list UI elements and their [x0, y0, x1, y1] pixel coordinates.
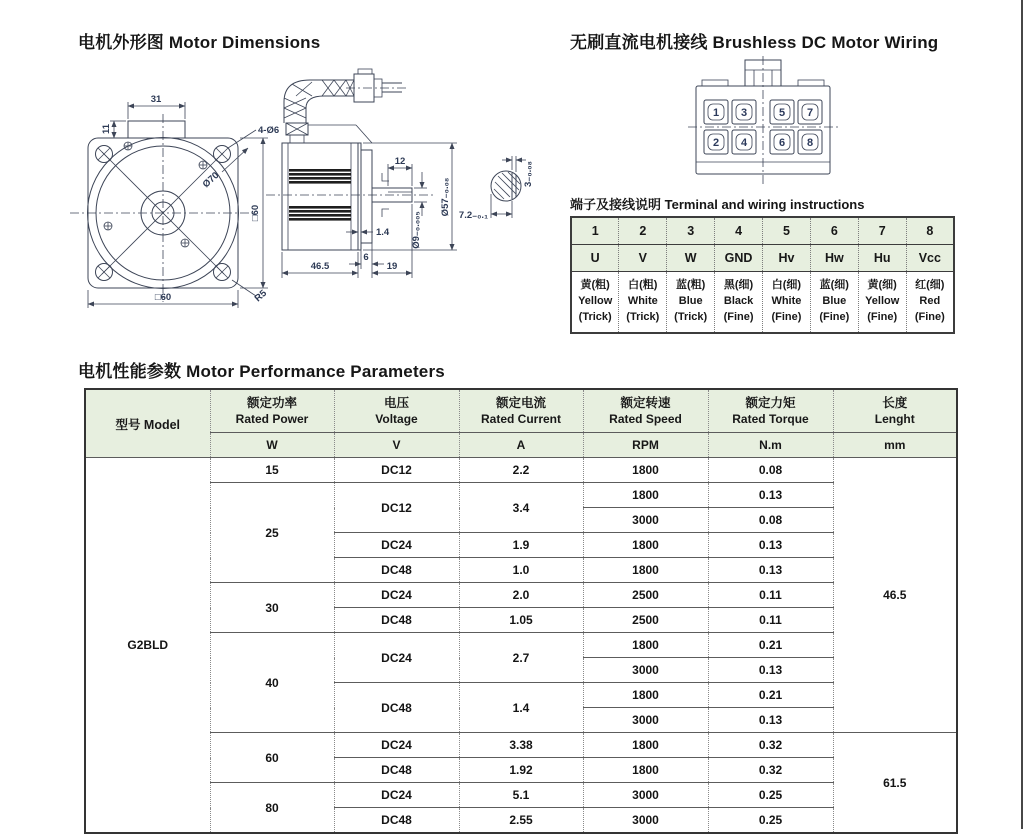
- cell-voltage: DC48: [334, 758, 459, 783]
- cell-length: 46.5: [833, 458, 957, 733]
- cell-current: 3.38: [459, 733, 583, 758]
- dim-label-width60: □60: [154, 292, 172, 303]
- pin-3: 3: [740, 107, 748, 119]
- dim-label-body-dia: Ø57₋₀.₀₈: [440, 177, 451, 217]
- dim-label-11: 11: [101, 123, 112, 135]
- cell-torque: 0.21: [708, 633, 833, 658]
- performance-table: [84, 388, 958, 834]
- cell-current: 1.4: [459, 683, 583, 733]
- wiring-pin-row: [571, 217, 954, 245]
- cell-power: 80: [210, 783, 334, 834]
- cell-power: 15: [210, 458, 334, 483]
- cell-voltage: DC24: [334, 633, 459, 683]
- wiring-pin: 6: [810, 217, 858, 245]
- cell-torque: 0.13: [708, 483, 833, 508]
- wiring-signal: Vcc: [906, 245, 954, 272]
- cell-power: 60: [210, 733, 334, 783]
- pin-8: 8: [806, 137, 814, 149]
- cell-speed: 1800: [583, 483, 708, 508]
- terminal-box: [128, 121, 185, 138]
- dim-label-flat-width: 7.2₋₀.₁: [458, 210, 488, 221]
- cell-power: 25: [210, 483, 334, 583]
- cell-current: 5.1: [459, 783, 583, 808]
- wiring-signal: W: [667, 245, 715, 272]
- cell-torque: 0.08: [708, 458, 833, 483]
- wiring-wire: 蓝(粗) Blue (Trick): [667, 272, 715, 334]
- cell-current: 3.4: [459, 483, 583, 533]
- pin-1: 1: [712, 107, 720, 119]
- unit-power: W: [210, 433, 334, 458]
- dim-label-plate: 1.4: [376, 227, 390, 238]
- wiring-wire: 蓝(细) Blue (Fine): [810, 272, 858, 334]
- cell-speed: 1800: [583, 733, 708, 758]
- wiring-wire: 黄(粗) Yellow (Trick): [571, 272, 619, 334]
- shaft-section-detail: [459, 156, 534, 221]
- cell-speed: 3000: [583, 808, 708, 834]
- cell-torque: 0.25: [708, 783, 833, 808]
- cell-torque: 0.08: [708, 508, 833, 533]
- cell-torque: 0.13: [708, 533, 833, 558]
- cell-voltage: DC12: [334, 483, 459, 533]
- motor-dimensions-drawing: [70, 66, 570, 318]
- unit-current: A: [459, 433, 583, 458]
- motor-dimensions-title: 电机外形图 Motor Dimensions: [78, 33, 321, 52]
- wiring-signal-row: [571, 245, 954, 272]
- cell-voltage: DC24: [334, 733, 459, 758]
- wiring-pin: 2: [619, 217, 667, 245]
- wiring-wire-row: [571, 272, 954, 334]
- model-header: 型号 Model: [85, 389, 210, 458]
- cell-speed: 1800: [583, 458, 708, 483]
- wiring-pin: 7: [858, 217, 906, 245]
- cell-speed: 3000: [583, 508, 708, 533]
- cell-current: 1.05: [459, 608, 583, 633]
- cell-current: 2.7: [459, 633, 583, 683]
- wiring-wire: 黄(细) Yellow (Fine): [858, 272, 906, 334]
- wiring-subtitle: 端子及接线说明 Terminal and wiring instructions: [570, 197, 865, 212]
- cell-speed: 1800: [583, 683, 708, 708]
- unit-speed: RPM: [583, 433, 708, 458]
- cell-speed: 1800: [583, 558, 708, 583]
- table-row: [85, 733, 957, 758]
- cell-voltage: DC24: [334, 583, 459, 608]
- cell-torque: 0.13: [708, 558, 833, 583]
- cell-voltage: DC24: [334, 783, 459, 808]
- wiring-signal: GND: [715, 245, 763, 272]
- col-header-power: 额定功率 Rated Power: [210, 389, 334, 433]
- cell-voltage: DC48: [334, 558, 459, 583]
- wiring-wire: 白(细) White (Fine): [763, 272, 811, 334]
- cell-torque: 0.13: [708, 658, 833, 683]
- cell-voltage: DC24: [334, 533, 459, 558]
- cable-connector: [346, 69, 408, 102]
- wiring-wire: 红(细) Red (Fine): [906, 272, 954, 334]
- cell-current: 1.92: [459, 758, 583, 783]
- pin-5: 5: [778, 107, 786, 119]
- cell-current: 1.9: [459, 533, 583, 558]
- connector-diagram: [688, 56, 838, 188]
- dim-label-31: 31: [150, 94, 162, 105]
- connector-body: [688, 56, 838, 186]
- cell-torque: 0.11: [708, 583, 833, 608]
- cell-power: 40: [210, 633, 334, 733]
- cell-speed: 3000: [583, 658, 708, 683]
- cell-length: 61.5: [833, 733, 957, 834]
- side-view: [266, 69, 457, 278]
- cell-model: G2BLD: [85, 458, 210, 834]
- table-row: [85, 483, 957, 508]
- cell-speed: 1800: [583, 633, 708, 658]
- header-row-units: [85, 433, 957, 458]
- screws: [104, 142, 207, 247]
- cell-voltage: DC48: [334, 808, 459, 834]
- unit-length: mm: [833, 433, 957, 458]
- wiring-pin: 5: [763, 217, 811, 245]
- col-header-speed: 额定转速 Rated Speed: [583, 389, 708, 433]
- wiring-pin: 4: [715, 217, 763, 245]
- dim-label-r5: R5: [252, 287, 270, 305]
- cell-current: 2.2: [459, 458, 583, 483]
- table-row: [85, 583, 957, 608]
- pin-2: 2: [712, 137, 720, 149]
- wiring-title: 无刷直流电机接线 Brushless DC Motor Wiring: [570, 33, 939, 52]
- col-header-length: 长度 Lenght: [833, 389, 957, 433]
- cell-speed: 1800: [583, 758, 708, 783]
- dim-label-hub: 6: [363, 252, 369, 263]
- pin-4: 4: [740, 137, 748, 149]
- cell-voltage: DC48: [334, 608, 459, 633]
- cell-speed: 3000: [583, 783, 708, 808]
- dim-label-12: 12: [394, 156, 406, 167]
- header-row-1: [85, 389, 957, 433]
- cell-torque: 0.25: [708, 808, 833, 834]
- dim-label-shaft-dia: Ø9₋₀.₀₀₅: [411, 211, 422, 249]
- table-row: [85, 783, 957, 808]
- wiring-pin: 1: [571, 217, 619, 245]
- performance-title: 电机性能参数 Motor Performance Parameters: [78, 362, 445, 381]
- wiring-wire: 白(粗) White (Trick): [619, 272, 667, 334]
- wiring-signal: Hu: [858, 245, 906, 272]
- dim-label-holes: 4-Ø6: [258, 125, 280, 136]
- dim-label-height60: □60: [250, 204, 261, 222]
- col-header-voltage: 电压 Voltage: [334, 389, 459, 433]
- front-view: [70, 94, 279, 308]
- cell-torque: 0.13: [708, 708, 833, 733]
- cable-gland: [286, 123, 372, 143]
- cell-torque: 0.32: [708, 758, 833, 783]
- wiring-table: [570, 216, 955, 334]
- cell-voltage: DC48: [334, 683, 459, 733]
- wiring-signal: V: [619, 245, 667, 272]
- cell-torque: 0.11: [708, 608, 833, 633]
- cell-speed: 1800: [583, 533, 708, 558]
- col-header-torque: 额定力矩 Rated Torque: [708, 389, 833, 433]
- wiring-signal: U: [571, 245, 619, 272]
- cell-current: 2.55: [459, 808, 583, 834]
- cell-speed: 3000: [583, 708, 708, 733]
- braided-cable: [284, 80, 354, 123]
- cell-voltage: DC12: [334, 458, 459, 483]
- table-row: [85, 633, 957, 658]
- dim-label-flat-depth: 3₋₀.₀₈: [523, 161, 534, 187]
- wiring-pin: 8: [906, 217, 954, 245]
- cell-power: 30: [210, 583, 334, 633]
- wiring-signal: Hv: [763, 245, 811, 272]
- unit-torque: N.m: [708, 433, 833, 458]
- cell-current: 1.0: [459, 558, 583, 583]
- cell-speed: 2500: [583, 583, 708, 608]
- pin-7: 7: [806, 107, 814, 119]
- unit-voltage: V: [334, 433, 459, 458]
- cell-torque: 0.21: [708, 683, 833, 708]
- dim-label-bolt-circle: Ø70: [200, 170, 222, 191]
- table-row: [85, 458, 957, 483]
- wiring-signal: Hw: [810, 245, 858, 272]
- dim-label-body-len: 46.5: [310, 261, 330, 272]
- pin-6: 6: [778, 137, 786, 149]
- wiring-wire: 黑(细) Black (Fine): [715, 272, 763, 334]
- cell-speed: 2500: [583, 608, 708, 633]
- col-header-current: 额定电流 Rated Current: [459, 389, 583, 433]
- cell-current: 2.0: [459, 583, 583, 608]
- cell-torque: 0.32: [708, 733, 833, 758]
- page-edge-line: [1021, 0, 1023, 829]
- wiring-pin: 3: [667, 217, 715, 245]
- dim-label-shaft-ext: 19: [386, 261, 398, 272]
